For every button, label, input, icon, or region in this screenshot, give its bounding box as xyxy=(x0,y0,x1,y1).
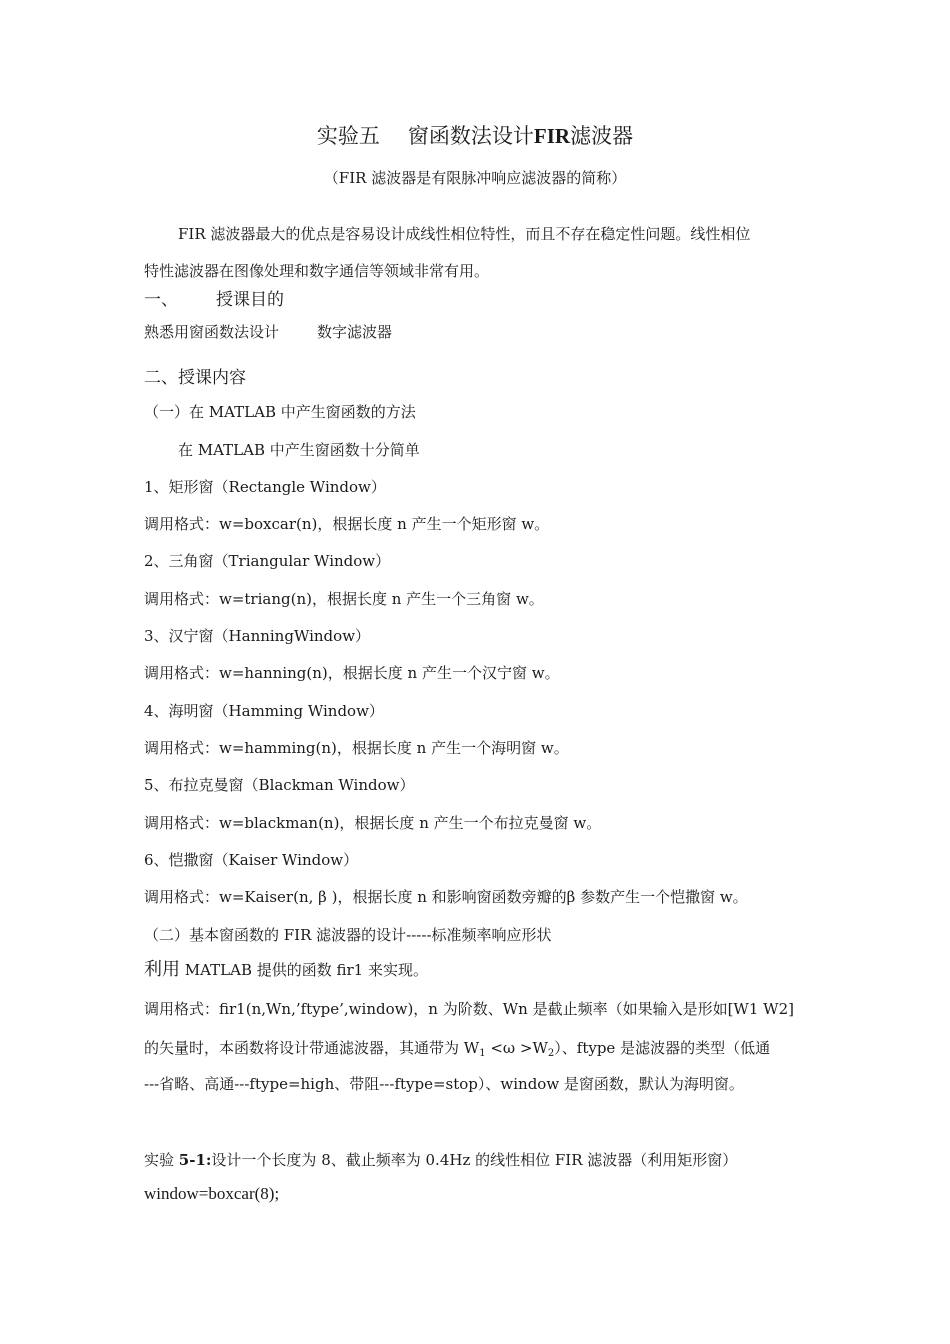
section2-sub1: （一）在 MATLAB 中产生窗函数的方法 xyxy=(144,403,416,421)
usage-text: ）、ftype 是滤波器的类型（低通 xyxy=(554,1039,771,1057)
fir1-usage-line-2 xyxy=(144,1038,770,1064)
window-usage: 调用格式：w=triang(n)，根据长度 n 产生一个三角窗 w。 xyxy=(144,590,544,608)
usage-text: 的矢量时，本函数将设计带通滤波器，其通带为 W xyxy=(144,1039,480,1057)
lead-rest: MATLAB 提供的函数 fir1 来实现。 xyxy=(180,961,428,979)
subscript: 1 xyxy=(479,1048,486,1059)
section1-content-b: 数字滤波器 xyxy=(317,323,393,341)
lead-big: 利用 xyxy=(144,959,180,980)
window-usage: 调用格式：w=hanning(n)，根据长度 n 产生一个汉宁窗 w。 xyxy=(144,664,560,682)
page-title xyxy=(0,122,950,150)
section1-content-a: 熟悉用窗函数法设计 xyxy=(144,323,280,341)
section1-num: 一、 xyxy=(144,290,178,310)
window-name: 4、海明窗（Hamming Window） xyxy=(144,702,384,720)
title-suffix: 滤波器 xyxy=(570,124,634,148)
title-main: 窗函数法设计 xyxy=(407,124,534,148)
section1-title: 授课目的 xyxy=(216,290,284,310)
window-name: 2、三角窗（Triangular Window） xyxy=(144,552,391,570)
usage-text: <ω >W xyxy=(485,1039,548,1057)
experiment-num: 5-1: xyxy=(178,1151,212,1169)
window-name: 5、布拉克曼窗（Blackman Window） xyxy=(144,776,415,794)
experiment-desc: 设计一个长度为 8、截止频率为 0.4Hz 的线性相位 FIR 滤波器（利用矩形窗） xyxy=(211,1151,738,1169)
section2b-heading: （二）基本窗函数的 FIR 滤波器的设计-----标准频率响应形状 xyxy=(144,926,552,944)
title-fir: FIR xyxy=(533,124,571,148)
window-usage: 调用格式：w=hamming(n)，根据长度 n 产生一个海明窗 w。 xyxy=(144,739,569,757)
section1-content xyxy=(144,322,392,342)
section1-heading xyxy=(144,290,284,310)
fir1-usage-line-1: 调用格式：fir1(n,Wn,’ftype’,window)，n 为阶数、Wn 是截止频率（如果输入是形如[W1 W2] xyxy=(144,1000,794,1018)
experiment-label: 实验 xyxy=(144,1151,179,1169)
window-usage: 调用格式：w=Kaiser(n, β )，根据长度 n 和影响窗函数旁瓣的β 参数产生一个恺撒窗 w。 xyxy=(144,888,748,906)
intro-line-1: FIR 滤波器最大的优点是容易设计成线性相位特性，而且不存在稳定性问题。线性相位 xyxy=(178,225,751,243)
intro-line-2: 特性滤波器在图像处理和数字通信等领域非常有用。 xyxy=(144,262,490,280)
window-usage: 调用格式：w=boxcar(n)，根据长度 n 产生一个矩形窗 w。 xyxy=(144,515,550,533)
section2-sub1-intro: 在 MATLAB 中产生窗函数十分简单 xyxy=(178,441,420,459)
page-subtitle: （FIR 滤波器是有限脉冲响应滤波器的简称） xyxy=(323,169,627,187)
window-name: 6、恺撒窗（Kaiser Window） xyxy=(144,851,359,869)
section2b-lead xyxy=(144,960,428,980)
window-name: 1、矩形窗（Rectangle Window） xyxy=(144,478,386,496)
title-prefix: 实验五 xyxy=(316,124,380,148)
window-name: 3、汉宁窗（HanningWindow） xyxy=(144,627,371,645)
fir1-usage-line-3: ---省略、高通---ftype=high、带阻---ftype=stop）、window 是窗函数，默认为海明窗。 xyxy=(144,1075,744,1093)
code-line: window=boxcar(8); xyxy=(144,1184,280,1203)
experiment-title xyxy=(144,1150,737,1170)
subscript: 2 xyxy=(547,1048,555,1059)
section2-heading: 二、授课内容 xyxy=(144,368,246,388)
window-usage: 调用格式：w=blackman(n)，根据长度 n 产生一个布拉克曼窗 w。 xyxy=(144,814,602,832)
